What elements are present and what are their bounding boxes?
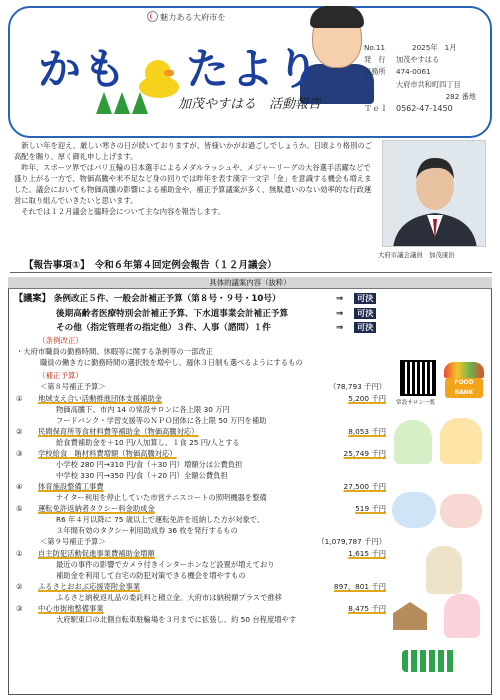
budget-item-number: ② <box>16 582 23 591</box>
budget-item-title: 体育施設整備工事費 <box>38 482 104 491</box>
intro-paragraph: 昨年、スポーツ界ではパリ五輪の日本選手によるメダルラッシュや、メジャーリーグの大谷選手活躍などで盛り上がる一方で、物価高騰や米不足など身の回りでは昨年を表す漢字一文字「金」を意識する機会も増えました。議会においても物価高騰の影響による補助金や、補正予算議案が多く、無駄遣いのない効率的な行政運営に取り組んでいきたいと思います。 <box>14 163 372 205</box>
budget-item-amount: 1,615 千円 <box>348 549 386 558</box>
arrow-icon: ⇒ <box>336 323 344 333</box>
budget-item <box>16 581 386 603</box>
tagline: 魅力ある大府市を <box>160 12 226 22</box>
trees-icon <box>96 92 148 114</box>
budget-item <box>16 503 386 536</box>
budget-heading: （補正予算） <box>38 371 83 380</box>
tel-number: 0562-47-1450 <box>396 104 453 114</box>
mascot-hair <box>310 6 364 28</box>
budget9-total: （1,079,787 千円） <box>317 537 386 546</box>
budget8-label: ＜第８号補正予算＞ <box>40 382 106 391</box>
budget-item <box>16 548 386 581</box>
children-illustration <box>394 420 432 464</box>
budget-item-detail: 給食費補助金を＋10 円/人加算し、１食 25 円/人とする <box>56 438 240 447</box>
budget-item <box>16 426 386 448</box>
intro-paragraph: それでは１２月議会と臨時会について主な内容を報告します。 <box>21 207 225 216</box>
issue-date: 2025年 1月 <box>412 43 457 52</box>
budget-item-detail: 補助金を利用して自宅の防犯対策できる機会を増やすもの <box>56 571 246 580</box>
budget-item-title: 地域支え合い活動推進団体支援補助金 <box>38 394 163 403</box>
budget-item-head <box>16 603 386 614</box>
ordinance-line: 職員の働き方に勤務時間の選択肢を増やし、週休３日制も選べるようにするもの <box>40 358 303 367</box>
office-address-1: 大府市共和町四丁目 <box>396 79 461 89</box>
intro-paragraph: 新しい年を迎え、厳しい寒さの日が続いておりますが、皆様いかがお過ごしでしょうか。日頃より格別のご高配を賜り、厚く御礼申し上げます。 <box>14 141 372 161</box>
budget-item-detail: R6 年４月以降に 75 歳以上で運転免許を返納した方が対象で、 <box>56 515 265 524</box>
report-title-text: 【報告事項①】 令和６年第４回定例会報告（１２月議会） <box>24 260 277 271</box>
newsletter-subtitle: 加茂やすはる 活動報告 <box>178 97 322 112</box>
agenda-line <box>14 307 394 322</box>
budget-item-number: ④ <box>16 482 23 491</box>
budget-item-number: ⑤ <box>16 504 23 513</box>
budget-item-head <box>16 393 386 404</box>
ordinance-section <box>16 335 386 368</box>
issue-number: No.11 <box>364 43 386 52</box>
duck-beak <box>164 70 174 76</box>
budget-item <box>16 393 386 426</box>
publisher-label: 発 行 <box>364 55 386 65</box>
baseball-icon <box>147 11 158 22</box>
budget9-label: ＜第９号補正予算＞ <box>40 537 106 546</box>
budget-item <box>16 448 386 481</box>
agenda-line <box>14 292 394 307</box>
budget-item-amount: 25,749 千円 <box>343 449 386 458</box>
budget-item-detail: ナイター利用を停止していた市営テニスコートの照明機器を整備 <box>56 493 267 502</box>
senior-illustration <box>426 546 462 594</box>
budget-item-amount: 27,500 千円 <box>343 482 386 491</box>
qr-caption: 常設サロン一覧 <box>396 400 436 406</box>
arrow-icon: ⇒ <box>336 294 344 304</box>
photo-caption: 大府市議会議員 加茂康治 <box>378 251 455 259</box>
budget-item-detail: 最近の事件の影響でカメラ付きインターホンなど設置が増えており <box>56 560 275 569</box>
agenda-key: 【議案】 <box>14 293 51 304</box>
bicycles-illustration <box>402 650 456 672</box>
budget-item <box>16 481 386 503</box>
budget-item-head <box>16 481 386 492</box>
budget-item-detail: フードバンク・学習支援等のＮＰＯ団体に各上限 50 万円を補助 <box>56 416 267 425</box>
budget-item-amount: 897，801 千円 <box>333 582 386 591</box>
budget-item-number: ③ <box>16 449 23 458</box>
publisher: 加茂やすはる <box>396 55 440 65</box>
agenda-text: その他（指定管理者の指定他）３件、人事（諮問）１件 <box>56 323 271 333</box>
agenda-text: 条例改正５件、一般会計補正予算（第８号・９号・10号） <box>53 294 281 304</box>
office-zip: 474-0061 <box>396 67 431 77</box>
girl-illustration <box>444 594 480 638</box>
office-address-2: 282 番地 <box>445 91 476 101</box>
result-badge: 可決 <box>354 308 376 319</box>
budget8-total: （78,793 千円） <box>328 382 386 391</box>
office-label: 事務所 <box>364 67 386 77</box>
budget-item-title: 中心市街地整備事業 <box>38 604 104 613</box>
councilor-photo <box>382 140 486 247</box>
result-badge: 可決 <box>354 322 376 333</box>
agenda <box>14 292 394 336</box>
budget-item-head <box>16 448 386 459</box>
budget-item-head <box>16 426 386 437</box>
budget-item-head <box>16 503 386 514</box>
budget-item-head <box>16 581 386 592</box>
budget8-row <box>16 381 386 393</box>
result-badge: 可決 <box>354 293 376 304</box>
budget-item-amount: 8,053 千円 <box>348 427 386 436</box>
budget9-row <box>16 536 386 548</box>
budget-item-detail: ふるさと納税返礼品の委託料と積立金。大府市は納税額プラスで推移 <box>56 593 282 602</box>
budget-item-amount: 519 千円 <box>355 504 386 513</box>
logo-title-part2: たより <box>186 45 321 95</box>
school-lunch-illustration <box>392 492 436 528</box>
budget-item-title: 運転免許返納者タクシー料金助成金 <box>38 504 155 513</box>
logo-title-part1: かも <box>38 45 128 95</box>
arrow-icon: ⇒ <box>336 308 344 319</box>
qr-code-icon <box>400 360 436 396</box>
issue-info <box>364 42 476 115</box>
intro-text <box>14 140 376 217</box>
ordinance-heading: （条例改正） <box>38 336 83 345</box>
children-illustration <box>440 418 482 464</box>
budget-section <box>16 370 386 625</box>
agenda-text: 後期高齢者医療特別会計補正予算、下水道事業会計補正予算 <box>56 308 289 319</box>
report-title <box>10 257 492 273</box>
ordinance-line: ・大府市職員の勤務時間、休暇等に関する条例等の一部改正 <box>16 347 214 356</box>
budget-item-detail: 物価高騰下、市内 14 の常設サロンに各上限 30 万円 <box>56 405 230 414</box>
budget-item-detail: 中学校 330 円→350 円/食（＋20 円）全額公費負担 <box>56 471 228 480</box>
budget-item-title: 自主防犯活動促進事業費補助金増額 <box>38 549 155 558</box>
report-box-head: 具体的議案内容（抜粋） <box>8 277 492 289</box>
school-lunch-illustration <box>440 494 482 528</box>
budget-item-title: ふるさとおおぶ応援寄附金事業 <box>38 582 141 591</box>
budget-item-head <box>16 548 386 559</box>
budget-item-number: ② <box>16 427 23 436</box>
budget-item-amount: 8,475 千円 <box>348 604 386 613</box>
agenda-line <box>14 321 394 336</box>
foodbank-icon <box>445 378 483 398</box>
budget-item-amount: 5,200 千円 <box>348 394 386 403</box>
budget-item-title: 学校給食 賄材料費増額（物価高騰対応） <box>38 449 177 458</box>
budget-item-number: ① <box>16 549 23 558</box>
budget-item-detail: ３年間有効のタクシー利用助成券 36 枚を発行するもの <box>56 526 238 535</box>
budget-item-detail: 小学校 280 円→310 円/食（＋30 円）増額分は公費負担 <box>56 460 243 469</box>
foodbank-label: FOOD BANK <box>454 379 474 396</box>
budget-item-number: ① <box>16 394 23 403</box>
budget-item-detail: 大府駅東口の北側自転車駐輪場を３月までに拡張し、約 50 台程度増やす <box>56 615 297 624</box>
produce-icon <box>444 362 484 378</box>
budget-item-title: 民間保育所等食材料費等補助金（物価高騰対応） <box>38 427 199 436</box>
budget-item <box>16 603 386 625</box>
tel-label: Ｔｅｌ <box>364 104 388 114</box>
budget-item-number: ③ <box>16 604 23 613</box>
